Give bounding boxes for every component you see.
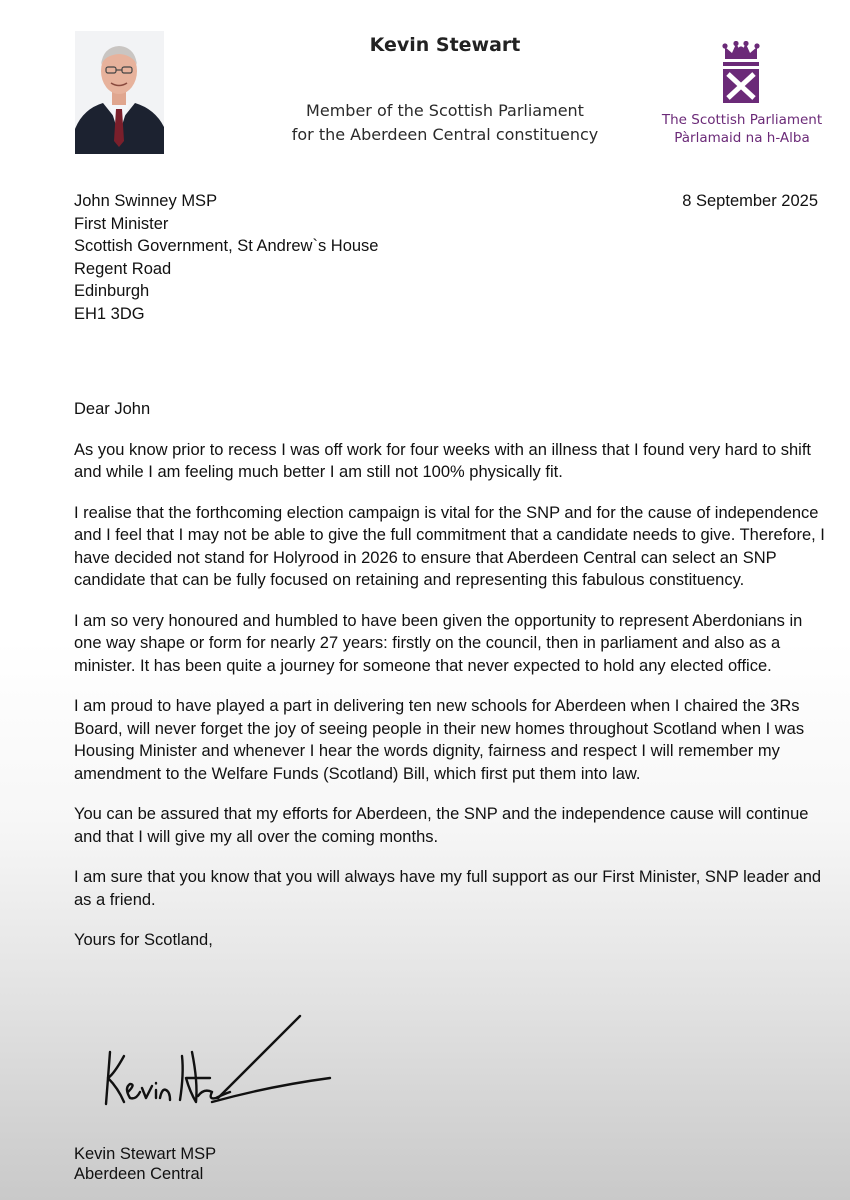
parliament-name-gaelic: Pàrlamaid na h-Alba: [674, 130, 810, 146]
address-line: First Minister: [74, 214, 169, 233]
body-paragraph: I am so very honoured and humbled to have been given the opportunity to represent Aberdonians in one way shape or form for nearly 27 years: firstly on the council, then in parliament and also as a minister. It has been quite a journey for someone that never expected to hold any elected office.: [74, 611, 803, 675]
signoff-constituency: Aberdeen Central: [74, 1165, 204, 1183]
address-line: Scottish Government, St Andrew`s House: [74, 237, 379, 255]
parliament-name: [652, 111, 832, 147]
letter-body: [74, 398, 829, 970]
address-line: Regent Road: [74, 259, 172, 278]
letterhead-name: Kevin Stewart: [369, 34, 521, 56]
address-line: EH1 3DG: [74, 304, 145, 323]
body-paragraph: I realise that the forthcoming election campaign is vital for the SNP and for the cause of independence and I feel that I may not be able to give the full commitment that a candidate needs to give. Therefore, I have decided not stand for Holyrood in 2026 to ensure that Aberdeen Central can select an SNP candidate that can be fully focused on retaining and representing this fabulous constituency.: [74, 503, 825, 589]
body-paragraph: I am proud to have played a part in delivering ten new schools for Aberdeen when I chaired the 3Rs Board, will never forget the joy of seeing people in their new homes throughout Scotland when I was Housing Minister and whenever I hear the words dignity, fairness and respect I will remember my amendment to the Welfare Funds (Scotland) Bill, which first put them into law.: [74, 697, 805, 783]
signoff-name: Kevin Stewart MSP: [74, 1145, 217, 1163]
signoff-block: [74, 1144, 216, 1184]
letter-date: 8 September 2025: [682, 192, 818, 210]
body-paragraph: As you know prior to recess I was off work for four weeks with an illness that I found very hard to shift and while I am feeling much better I am still not 100% physically fit.: [74, 440, 812, 481]
closing: Yours for Scotland,: [74, 931, 213, 949]
letterhead-role-line-2: for the Aberdeen Central constituency: [291, 125, 599, 144]
address-line: Edinburgh: [74, 282, 150, 300]
recipient-address: [74, 190, 378, 325]
parliament-name-english: The Scottish Parliament: [661, 112, 823, 128]
parliament-crest-icon: [720, 41, 762, 105]
letterhead-role: [270, 99, 620, 147]
body-paragraph: You can be assured that my efforts for Aberdeen, the SNP and the independence cause will continue and that I will give my all over the coming months.: [74, 805, 809, 846]
handwritten-signature: [100, 1012, 340, 1122]
letterhead-role-line-1: Member of the Scottish Parliament: [306, 101, 584, 120]
portrait-illustration: [75, 31, 164, 154]
body-paragraph: I am sure that you know that you will always have my full support as our First Minister, SNP leader and as a friend.: [74, 868, 822, 909]
author-portrait-photo: [75, 31, 164, 154]
salutation: Dear John: [74, 400, 151, 418]
address-line: John Swinney MSP: [74, 192, 218, 210]
